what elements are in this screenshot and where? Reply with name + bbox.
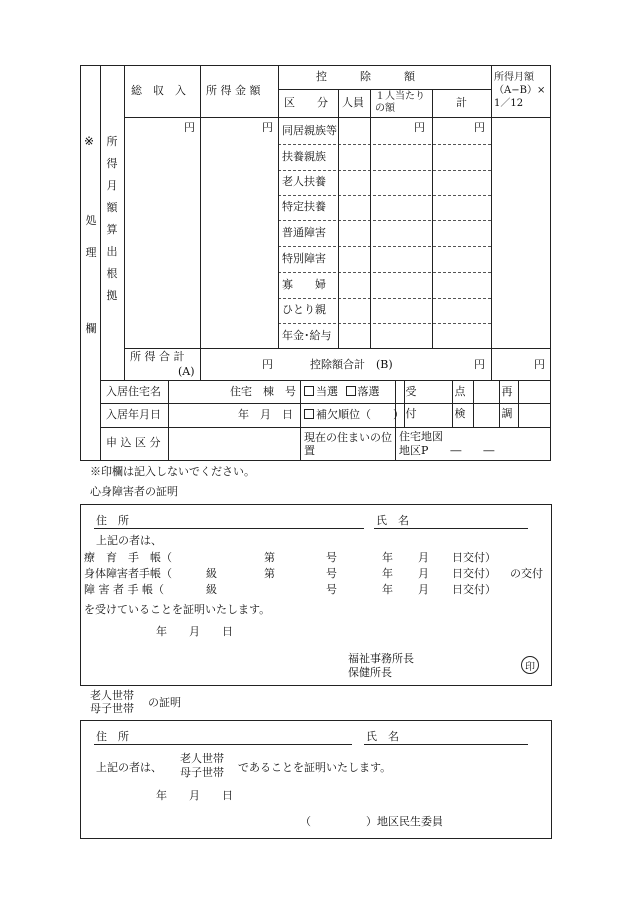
- elderly-title-a: 老人世帯: [90, 689, 134, 702]
- total-header: 計: [456, 96, 467, 109]
- disability-address-line[interactable]: [94, 528, 364, 529]
- committee-label: （ ）地区民生委員: [300, 815, 443, 828]
- disability-name-line[interactable]: [374, 528, 528, 529]
- row-label: 特定扶養: [282, 200, 326, 213]
- elderly-title-b: 母子世帯: [90, 702, 134, 715]
- elderly-name-label: 氏 名: [366, 730, 399, 743]
- elderly-title-suffix: の証明: [148, 696, 181, 709]
- yen-mark: 円: [474, 358, 485, 371]
- yen-mark: 円: [414, 121, 425, 134]
- row-label: 普通障害: [282, 226, 326, 239]
- row-label: 年金･給与: [282, 329, 332, 342]
- deduction-header: 控 除 額: [316, 70, 415, 83]
- not-elected-checkbox[interactable]: [346, 386, 356, 396]
- income-total-label: 所 得 合 計: [130, 350, 185, 363]
- housing-map-label: 住宅地図: [399, 430, 443, 443]
- yen-mark: 円: [474, 121, 485, 134]
- waiting-checkbox[interactable]: [304, 409, 314, 419]
- app-category-label: 申 込 区 分: [106, 436, 161, 449]
- row-label: 老人扶養: [282, 175, 326, 188]
- office-health: 保健所長: [348, 666, 392, 679]
- move-in-label: 入居年月日: [106, 408, 161, 421]
- checked-stamp: 点 検: [454, 385, 466, 420]
- side-label: 処 理 欄: [85, 214, 97, 335]
- income-total-mark: (A): [178, 365, 195, 378]
- elderly-name-line[interactable]: [364, 744, 528, 745]
- elderly-intro: 上記の者は、: [96, 761, 162, 774]
- yen-mark: 円: [184, 121, 195, 134]
- handbook-label: 障 害 者 手 帳（: [84, 583, 164, 596]
- reexam-stamp: 再 調: [501, 385, 513, 420]
- category-header: 区 分: [284, 96, 328, 109]
- yen-mark: 円: [262, 358, 273, 371]
- side-mark: ※: [84, 134, 95, 148]
- elderly-option-a: 老人世帯: [180, 752, 224, 765]
- yen-mark: 円: [534, 358, 545, 371]
- handbook-label: 身体障害者手帳（: [84, 567, 172, 580]
- disability-title: 心身障害者の証明: [90, 485, 178, 498]
- total-income-header: 総 収 入: [131, 84, 186, 97]
- office-welfare: 福祉事務所長: [348, 652, 414, 665]
- seal-icon: 印: [521, 656, 539, 674]
- elderly-address-label: 住 所: [96, 730, 129, 743]
- waiting-rank: 補欠順位（ ）: [304, 409, 404, 422]
- disability-date: 年 月 日: [156, 625, 233, 638]
- basis-label: 所 得 月 額 算 出 根 拠: [106, 135, 118, 302]
- row-label: ひとり親: [282, 303, 326, 316]
- residence-value: 住宅 棟 号: [230, 385, 296, 398]
- elderly-option-b: 母子世帯: [180, 766, 224, 779]
- note: ※印欄は記入しないでください。: [90, 465, 255, 478]
- lottery-result: 当選 落選: [304, 386, 380, 399]
- elderly-certify: であることを証明いたします。: [238, 761, 392, 774]
- residence-name-label: 入居住宅名: [106, 385, 161, 398]
- current-address-label: 現在の住まいの位置: [304, 431, 392, 458]
- income-amount-header: 所 得 金 額: [206, 84, 261, 97]
- disability-name-label: 氏 名: [376, 514, 409, 527]
- disability-certify: を受けていることを証明いたします。: [84, 603, 271, 616]
- deduction-total-label: 控除額合計 (B): [310, 358, 393, 371]
- row-label: 扶養親族: [282, 150, 326, 163]
- elderly-address-line[interactable]: [94, 744, 352, 745]
- monthly-header: 所得月額（A−B）× 1／12: [494, 72, 546, 109]
- district-label: 地区P ― ―: [399, 444, 495, 457]
- elected-checkbox[interactable]: [304, 386, 314, 396]
- elderly-date: 年 月 日: [156, 789, 233, 802]
- row-label: 特別障害: [282, 252, 326, 265]
- row-label: 同居親族等: [282, 124, 337, 137]
- persons-header: 人員: [342, 96, 364, 109]
- row-label: 寡 婦: [282, 278, 326, 291]
- move-in-value: 年 月 日: [238, 408, 293, 421]
- per-person-header: １人当たりの額: [375, 91, 425, 114]
- yen-mark: 円: [262, 121, 273, 134]
- disability-intro: 上記の者は、: [96, 534, 162, 547]
- received-stamp: 受 付: [405, 385, 417, 420]
- handbook-label: 療 育 手 帳（: [84, 551, 172, 564]
- disability-address-label: 住 所: [96, 514, 129, 527]
